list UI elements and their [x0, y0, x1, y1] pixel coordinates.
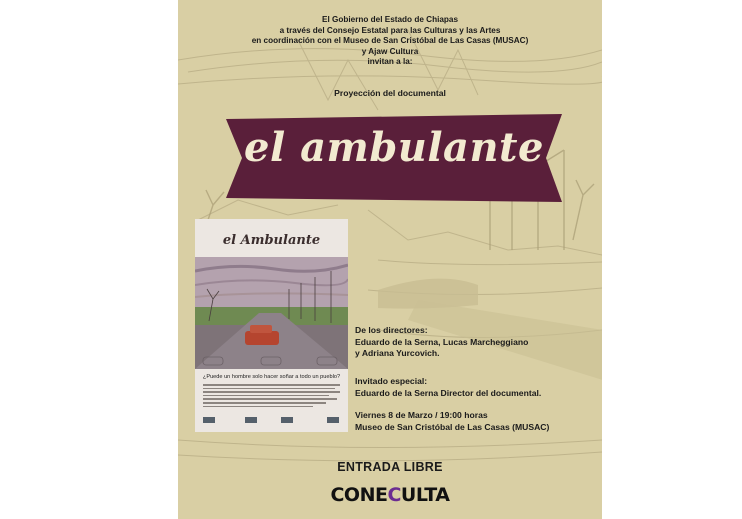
projection-label: Proyección del documental — [334, 88, 446, 98]
guest-name: Eduardo de la Serna Director del documental. — [355, 387, 542, 398]
event-venue: Museo de San Cristóbal de Las Casas (MUSAC) — [355, 421, 550, 432]
event-poster — [178, 0, 602, 519]
event-datetime: Viernes 8 de Marzo / 19:00 horas — [355, 410, 488, 420]
film-poster-title: el Ambulante — [222, 233, 321, 248]
intro-line: a través del Consejo Estatal para las Culturas y las Artes — [279, 25, 501, 35]
film-poster-tagline: ¿Puede un hombre solo hacer soñar a todo un pueblo? — [202, 374, 341, 380]
intro-line: y Ajaw Cultura — [361, 46, 419, 56]
guest-block — [355, 376, 541, 399]
credit-line — [203, 384, 340, 386]
intro-line: El Gobierno del Estado de Chiapas — [321, 15, 459, 24]
credit-line — [203, 406, 313, 408]
coneculta-logo — [198, 484, 582, 506]
intro-line: invitan a la: — [367, 57, 413, 67]
intro-line: en coordinación con el Museo de San Cristóbal de Las Casas (MUSAC) — [251, 36, 529, 46]
credit-line — [203, 395, 329, 397]
credit-line — [203, 391, 340, 393]
event-title: el ambulante — [244, 124, 544, 171]
credit-line — [203, 398, 337, 400]
directors-names: Eduardo de la Serna, Lucas Marcheggiano — [355, 336, 529, 347]
film-poster — [195, 219, 348, 432]
logo-accent-letter: C — [387, 484, 401, 506]
credit-line — [203, 402, 326, 404]
free-entry-label: ENTRADA LIBRE — [337, 460, 443, 474]
logo-text: CONE — [330, 484, 388, 506]
credit-line — [203, 388, 335, 390]
guest-heading: Invitado especial: — [355, 376, 428, 386]
event-details — [355, 410, 549, 433]
directors-block — [355, 325, 528, 360]
directors-names: y Adriana Yurcovich. — [355, 348, 440, 359]
logo-text: ULTA — [400, 484, 450, 506]
film-poster-credits — [203, 384, 340, 409]
intro-text — [198, 15, 582, 68]
film-poster-car — [245, 331, 279, 345]
directors-heading: De los directores: — [355, 325, 428, 335]
